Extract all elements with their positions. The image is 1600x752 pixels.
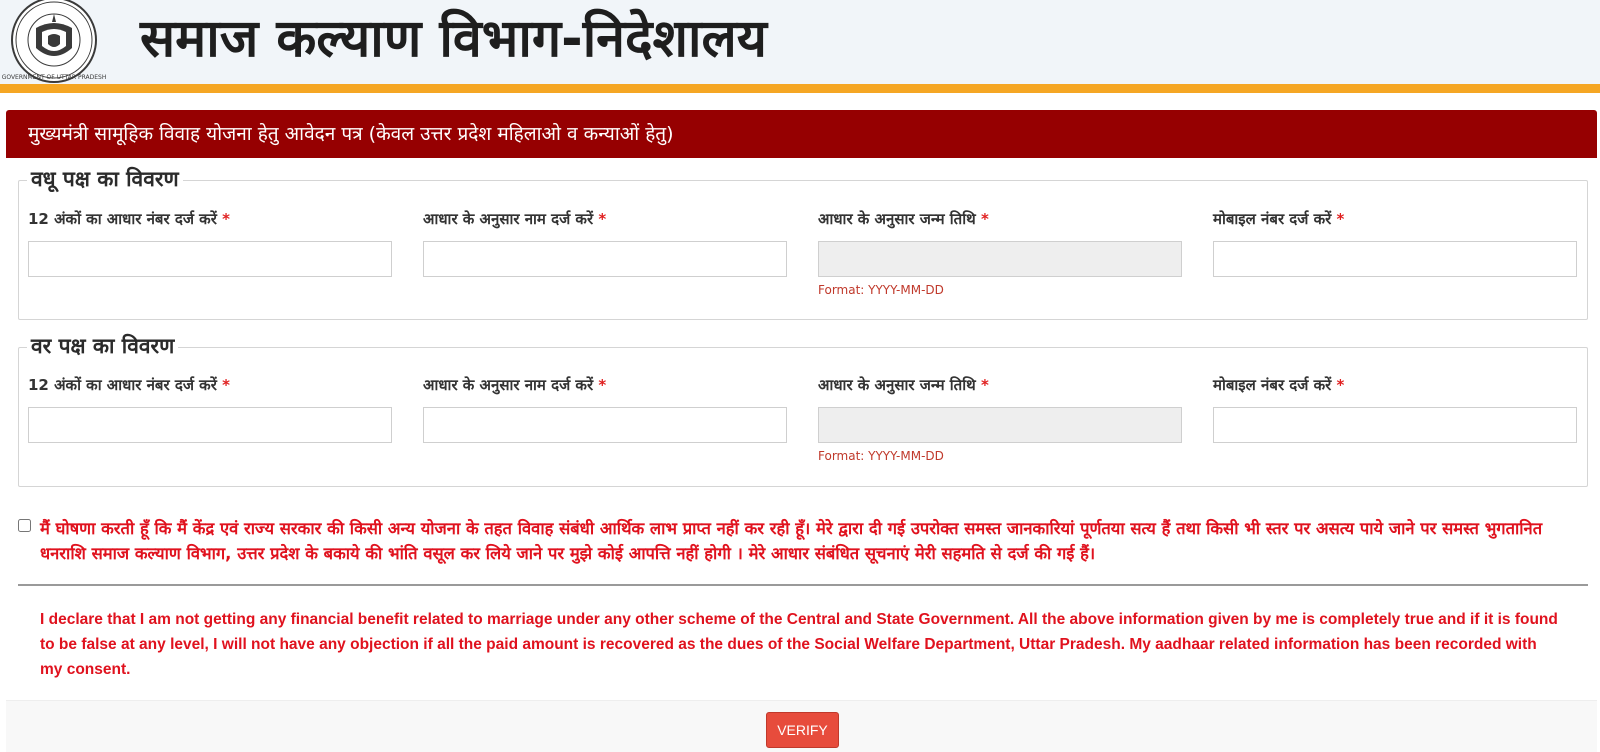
groom-aadhaar-field (28, 375, 392, 443)
form-heading-bar (6, 110, 1597, 158)
site-title: समाज कल्याण विभाग-निदेशालय (140, 9, 767, 69)
declaration-english-text: I declare that I am not getting any financial benefit related to marriage under any other scheme of the Central and State Government. All the above information given by me is completely true and if it is found to be false at any level, I will not have any objection if all the paid amount is recovered as the dues of the Social Welfare Department, Uttar Pradesh. My aadhaar related information has been recorded with my consent. (40, 611, 1558, 678)
groom-dob-field (818, 375, 1182, 463)
required-marker: * (598, 210, 607, 228)
groom-aadhaar-input[interactable] (28, 407, 392, 443)
groom-mobile-label: मोबाइल नंबर दर्ज करें * (1213, 376, 1345, 394)
required-marker: * (1336, 376, 1345, 394)
groom-mobile-field (1213, 375, 1577, 443)
groom-name-input[interactable] (423, 407, 787, 443)
bride-name-input[interactable] (423, 241, 787, 277)
bride-name-field (423, 209, 787, 277)
required-marker: * (980, 210, 989, 228)
header-accent-bar (0, 84, 1600, 93)
declaration-divider (18, 584, 1588, 586)
bride-dob-input[interactable] (818, 241, 1182, 277)
groom-section-legend: वर पक्ष का विवरण (27, 332, 178, 360)
groom-dob-label: आधार के अनुसार जन्म तिथि * (818, 376, 989, 394)
bride-mobile-field (1213, 209, 1577, 277)
required-marker: * (222, 376, 230, 394)
form-heading: मुख्यमंत्री सामूहिक विवाह योजना हेतु आवेदन पत्र (केवल उत्तर प्रदेश महिलाओ व कन्याओं हेतु) (28, 123, 674, 145)
bride-mobile-input[interactable] (1213, 241, 1577, 277)
declaration-checkbox[interactable] (18, 519, 31, 532)
groom-mobile-input[interactable] (1213, 407, 1577, 443)
bride-section-legend: वधू पक्ष का विवरण (27, 165, 183, 193)
bride-details-section (18, 167, 1588, 320)
bride-aadhaar-field (28, 209, 392, 277)
required-marker: * (598, 376, 607, 394)
bride-name-label: आधार के अनुसार नाम दर्ज करें * (423, 210, 607, 228)
svg-text:GOVERNMENT OF UTTAR PRADESH: GOVERNMENT OF UTTAR PRADESH (1, 74, 107, 81)
groom-dob-input[interactable] (818, 407, 1182, 443)
declaration-hindi-text: मैं घोषणा करती हूँ कि मैं केंद्र एवं राज्य सरकार की किसी अन्य योजना के तहत विवाह संबंधी आर्थिक लाभ प्राप्त नहीं कर रही हूँ। मेरे द्वारा दी गई उपरोक्त समस्त जानकारियां पूर्णतया सत्य हैं तथा किसी भी स्तर पर असत्य पाये जाने पर समस्त भुगतानित धनराशि समाज कल्याण विभाग, उत्तर प्रदेश के बकाये की भांति वसूल कर लिये जाने पर मुझे कोई आपत्ति नहीं होगी । मेरे आधार संबंधित सूचनाएं मेरी सहमति से दर्ज की गई हैं। (40, 519, 1543, 563)
bride-dob-label: आधार के अनुसार जन्म तिथि * (818, 210, 989, 228)
bride-dob-format-hint: Format: YYYY-MM-DD (818, 283, 944, 297)
site-header (0, 0, 1600, 84)
groom-name-field (423, 375, 787, 443)
groom-dob-format-hint: Format: YYYY-MM-DD (818, 449, 944, 463)
groom-details-section (18, 334, 1588, 487)
groom-name-label: आधार के अनुसार नाम दर्ज करें * (423, 376, 607, 394)
bride-aadhaar-input[interactable] (28, 241, 392, 277)
groom-aadhaar-label: 12 अंकों का आधार नंबर दर्ज करें * (28, 376, 230, 394)
bride-dob-field (818, 209, 1182, 297)
verify-button[interactable]: VERIFY (766, 712, 839, 748)
required-marker: * (980, 376, 989, 394)
up-government-emblem-icon (1, 0, 107, 84)
required-marker: * (1336, 210, 1345, 228)
required-marker: * (222, 210, 230, 228)
bride-aadhaar-label: 12 अंकों का आधार नंबर दर्ज करें * (28, 210, 230, 228)
bride-mobile-label: मोबाइल नंबर दर्ज करें * (1213, 210, 1345, 228)
